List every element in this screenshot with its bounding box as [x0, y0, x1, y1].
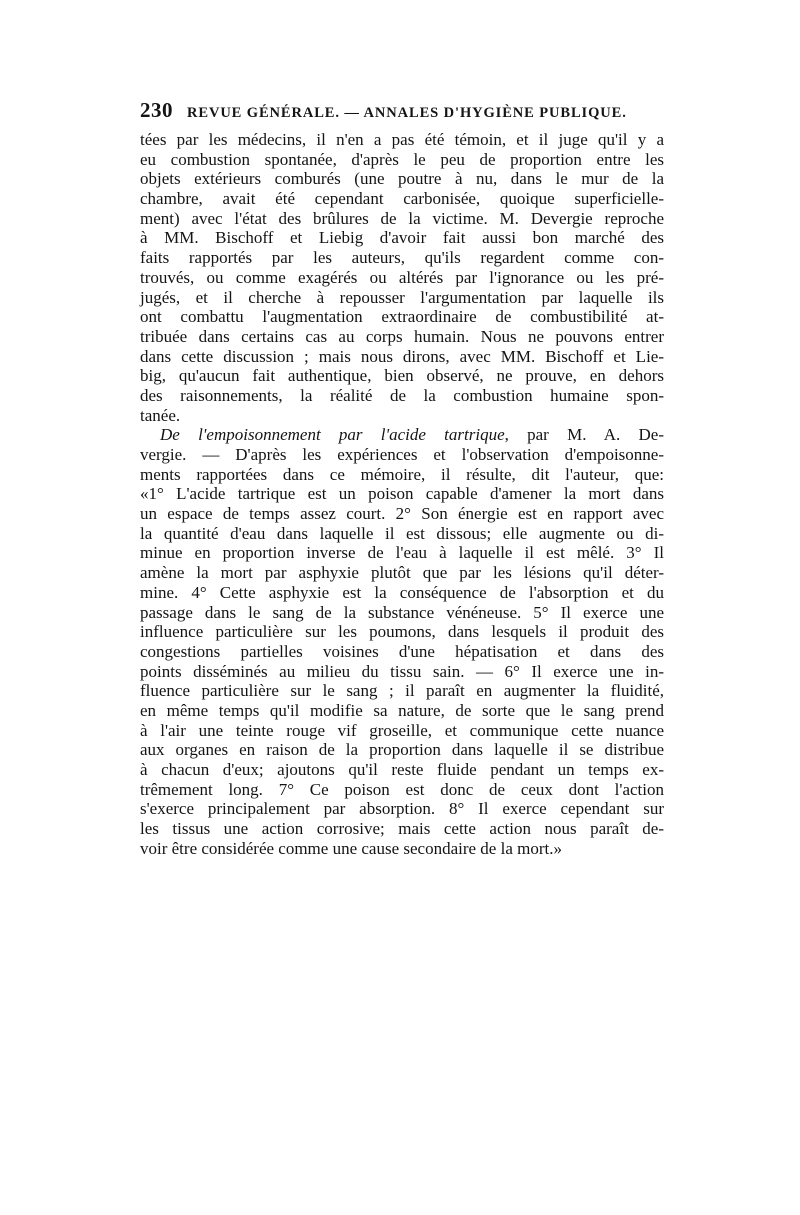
text-line: minue en proportion inverse de l'eau à laquelle il est mêlé. 3° Il — [140, 543, 664, 563]
text-line: à MM. Bischoff et Liebig d'avoir fait aussi bon marché des — [140, 228, 664, 248]
text-line: des raisonnements, la réalité de la combustion humaine spon- — [140, 385, 664, 405]
text-line: jugés, et il cherche à repousser l'argumentation par laquelle ils — [140, 287, 664, 307]
text-line: congestions partielles voisines d'une hépatisation et dans des — [140, 641, 664, 661]
text-line: vergie. — D'après les expériences et l'observation d'empoisonne- — [140, 445, 664, 464]
running-head — [140, 98, 664, 128]
text-line: faits rapportés par les auteurs, qu'ils regardent comme con- — [140, 248, 664, 268]
text-line: ments rapportées dans ce mémoire, il résulte, dit l'auteur, que: — [140, 464, 664, 484]
text-line: trouvés, ou comme exagérés ou altérés par l'ignorance ou les pré- — [140, 267, 664, 287]
paragraph-combustion — [140, 130, 664, 425]
text-line: fluence particulière sur le sang ; il paraît en augmenter la fluidité, — [140, 681, 664, 701]
text-line: la quantité d'eau dans laquelle il est dissous; elle augmente ou di- — [140, 523, 664, 543]
text-line: ment) avec l'état des brûlures de la victime. M. Devergie reproche — [140, 208, 664, 228]
book-page — [140, 98, 664, 858]
text-line: points disséminés au milieu du tissu sain. — 6° Il exerce une in- — [140, 661, 664, 681]
text-line: passage dans le sang de la substance vénéneuse. 5° Il exerce une — [140, 602, 664, 622]
section-title: De l'empoisonnement par l'acide tartrique — [160, 425, 505, 445]
text-line: à l'air une teinte rouge vif groseille, et communique cette nuance — [140, 720, 664, 740]
text-line: s'exerce principalement par absorption. 8° Il exerce cependant sur — [140, 799, 664, 819]
text-line: influence particulière sur les poumons, dans lesquels il produit des — [140, 622, 664, 642]
text-line: eu combustion spontanée, d'après le peu de proportion entre les — [140, 149, 664, 169]
text-line: big, qu'aucun fait authentique, bien observé, ne prouve, en dehors — [140, 366, 664, 386]
page-number: 230 — [140, 98, 173, 122]
paragraph-tartaric-acid — [140, 425, 664, 858]
text-line: tanée. — [140, 405, 181, 425]
text-line: amène la mort par asphyxie plutôt que par les lésions qu'il déter- — [140, 563, 664, 583]
text-line: trêmement long. 7° Ce poison est donc de ceux dont l'action — [140, 779, 664, 799]
text-line: tribuée dans certains cas au corps humain. Nous ne pouvons entrer — [140, 326, 664, 346]
text-line: à chacun d'eux; ajoutons qu'il reste fluide pendant un temps ex- — [140, 760, 664, 779]
section-byline: , par M. A. De- — [504, 425, 664, 445]
text-line: un espace de temps assez court. 2° Son énergie est en rapport avec — [140, 504, 664, 524]
text-line: chambre, avait été cependant carbonisée, quoique superficielle- — [140, 189, 664, 209]
text-line: dans cette discussion ; mais nous dirons, avec MM. Bischoff et Lie- — [140, 346, 664, 366]
text-line: objets extérieurs comburés (une poutre à nu, dans le mur de la — [140, 169, 664, 189]
text-line: voir être considérée comme une cause secondaire de la mort.» — [140, 838, 562, 858]
text-line: ont combattu l'augmentation extraordinaire de combustibilité at- — [140, 307, 664, 327]
text-line: en même temps qu'il modifie sa nature, de sorte que le sang prend — [140, 700, 664, 720]
running-head-title: REVUE GÉNÉRALE. — ANNALES D'HYGIÈNE PUBLIQUE. — [187, 105, 627, 121]
text-line: mine. 4° Cette asphyxie est la conséquence de l'absorption et du — [140, 582, 664, 602]
text-line — [140, 425, 664, 445]
text-line: les tissus une action corrosive; mais cette action nous paraît de- — [140, 819, 664, 839]
text-line: «1° L'acide tartrique est un poison capable d'amener la mort dans — [140, 484, 664, 504]
text-line: tées par les médecins, il n'en a pas été témoin, et il juge qu'il y a — [140, 130, 664, 149]
text-line: aux organes en raison de la proportion dans laquelle il se distribue — [140, 740, 664, 760]
